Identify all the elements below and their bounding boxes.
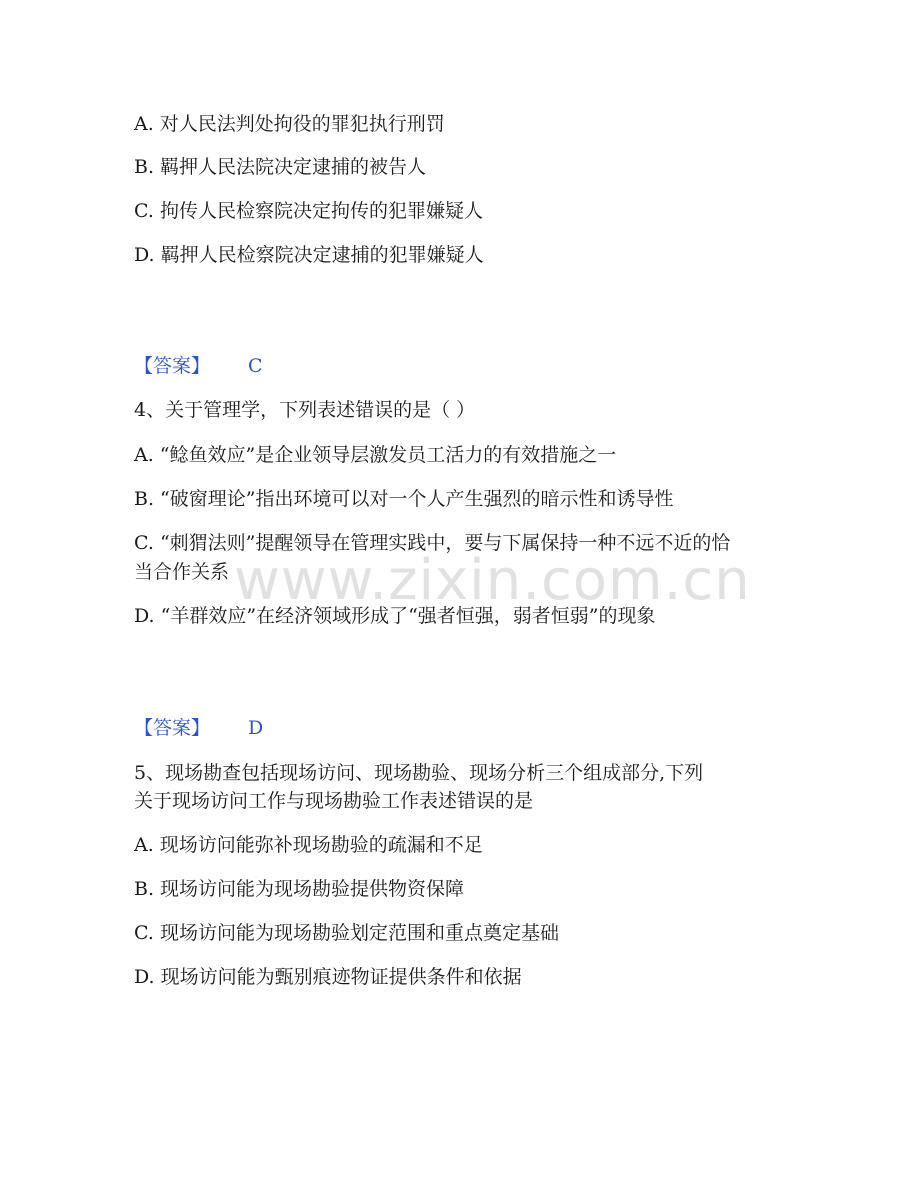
q5-question-line-2: 关于现场访问工作与现场勘验工作表述错误的是 [134,790,534,812]
q4-option-c: C. “刺猬法则”提醒领导在管理实践中，要与下属保持一种不远不近的恰 [134,532,731,554]
q4-option-c-continued: 当合作关系 [134,561,230,583]
q4-option-b: B. “破窗理论”指出环境可以对一个人产生强烈的暗示性和诱导性 [134,488,674,510]
q3-option-b: B. 羁押人民法院决定逮捕的被告人 [134,156,427,178]
q5-question-line-1: 5、现场勘查包括现场访问、现场勘验、现场分析三个组成部分,下列 [134,762,704,784]
q5-option-c: C. 现场访问能为现场勘验划定范围和重点奠定基础 [134,922,559,944]
answer-value: D [248,717,264,739]
q4-answer [134,716,263,740]
answer-value: C [248,355,263,377]
watermark: www.zixin.com.cn [234,548,751,613]
q5-option-b: B. 现场访问能为现场勘验提供物资保障 [134,878,465,900]
q4-option-d: D. “羊群效应”在经济领域形成了“强者恒强，弱者恒弱”的现象 [134,605,656,627]
q3-option-c: C. 拘传人民检察院决定拘传的犯罪嫌疑人 [134,200,483,222]
q5-option-a: A. 现场访问能弥补现场勘验的疏漏和不足 [134,834,483,856]
q3-option-a: A. 对人民法判处拘役的罪犯执行刑罚 [134,113,445,135]
q4-question: 4、关于管理学，下列表述错误的是（ ） [134,399,476,421]
q3-answer [134,354,263,378]
q5-option-d: D. 现场访问能为甄别痕迹物证提供条件和依据 [134,966,522,988]
q4-option-a: A. “鲶鱼效应”是企业领导层激发员工活力的有效措施之一 [134,444,617,466]
q3-option-d: D. 羁押人民检察院决定逮捕的犯罪嫌疑人 [134,244,484,266]
answer-label: 【答案】 [134,355,211,377]
answer-label: 【答案】 [134,717,211,739]
